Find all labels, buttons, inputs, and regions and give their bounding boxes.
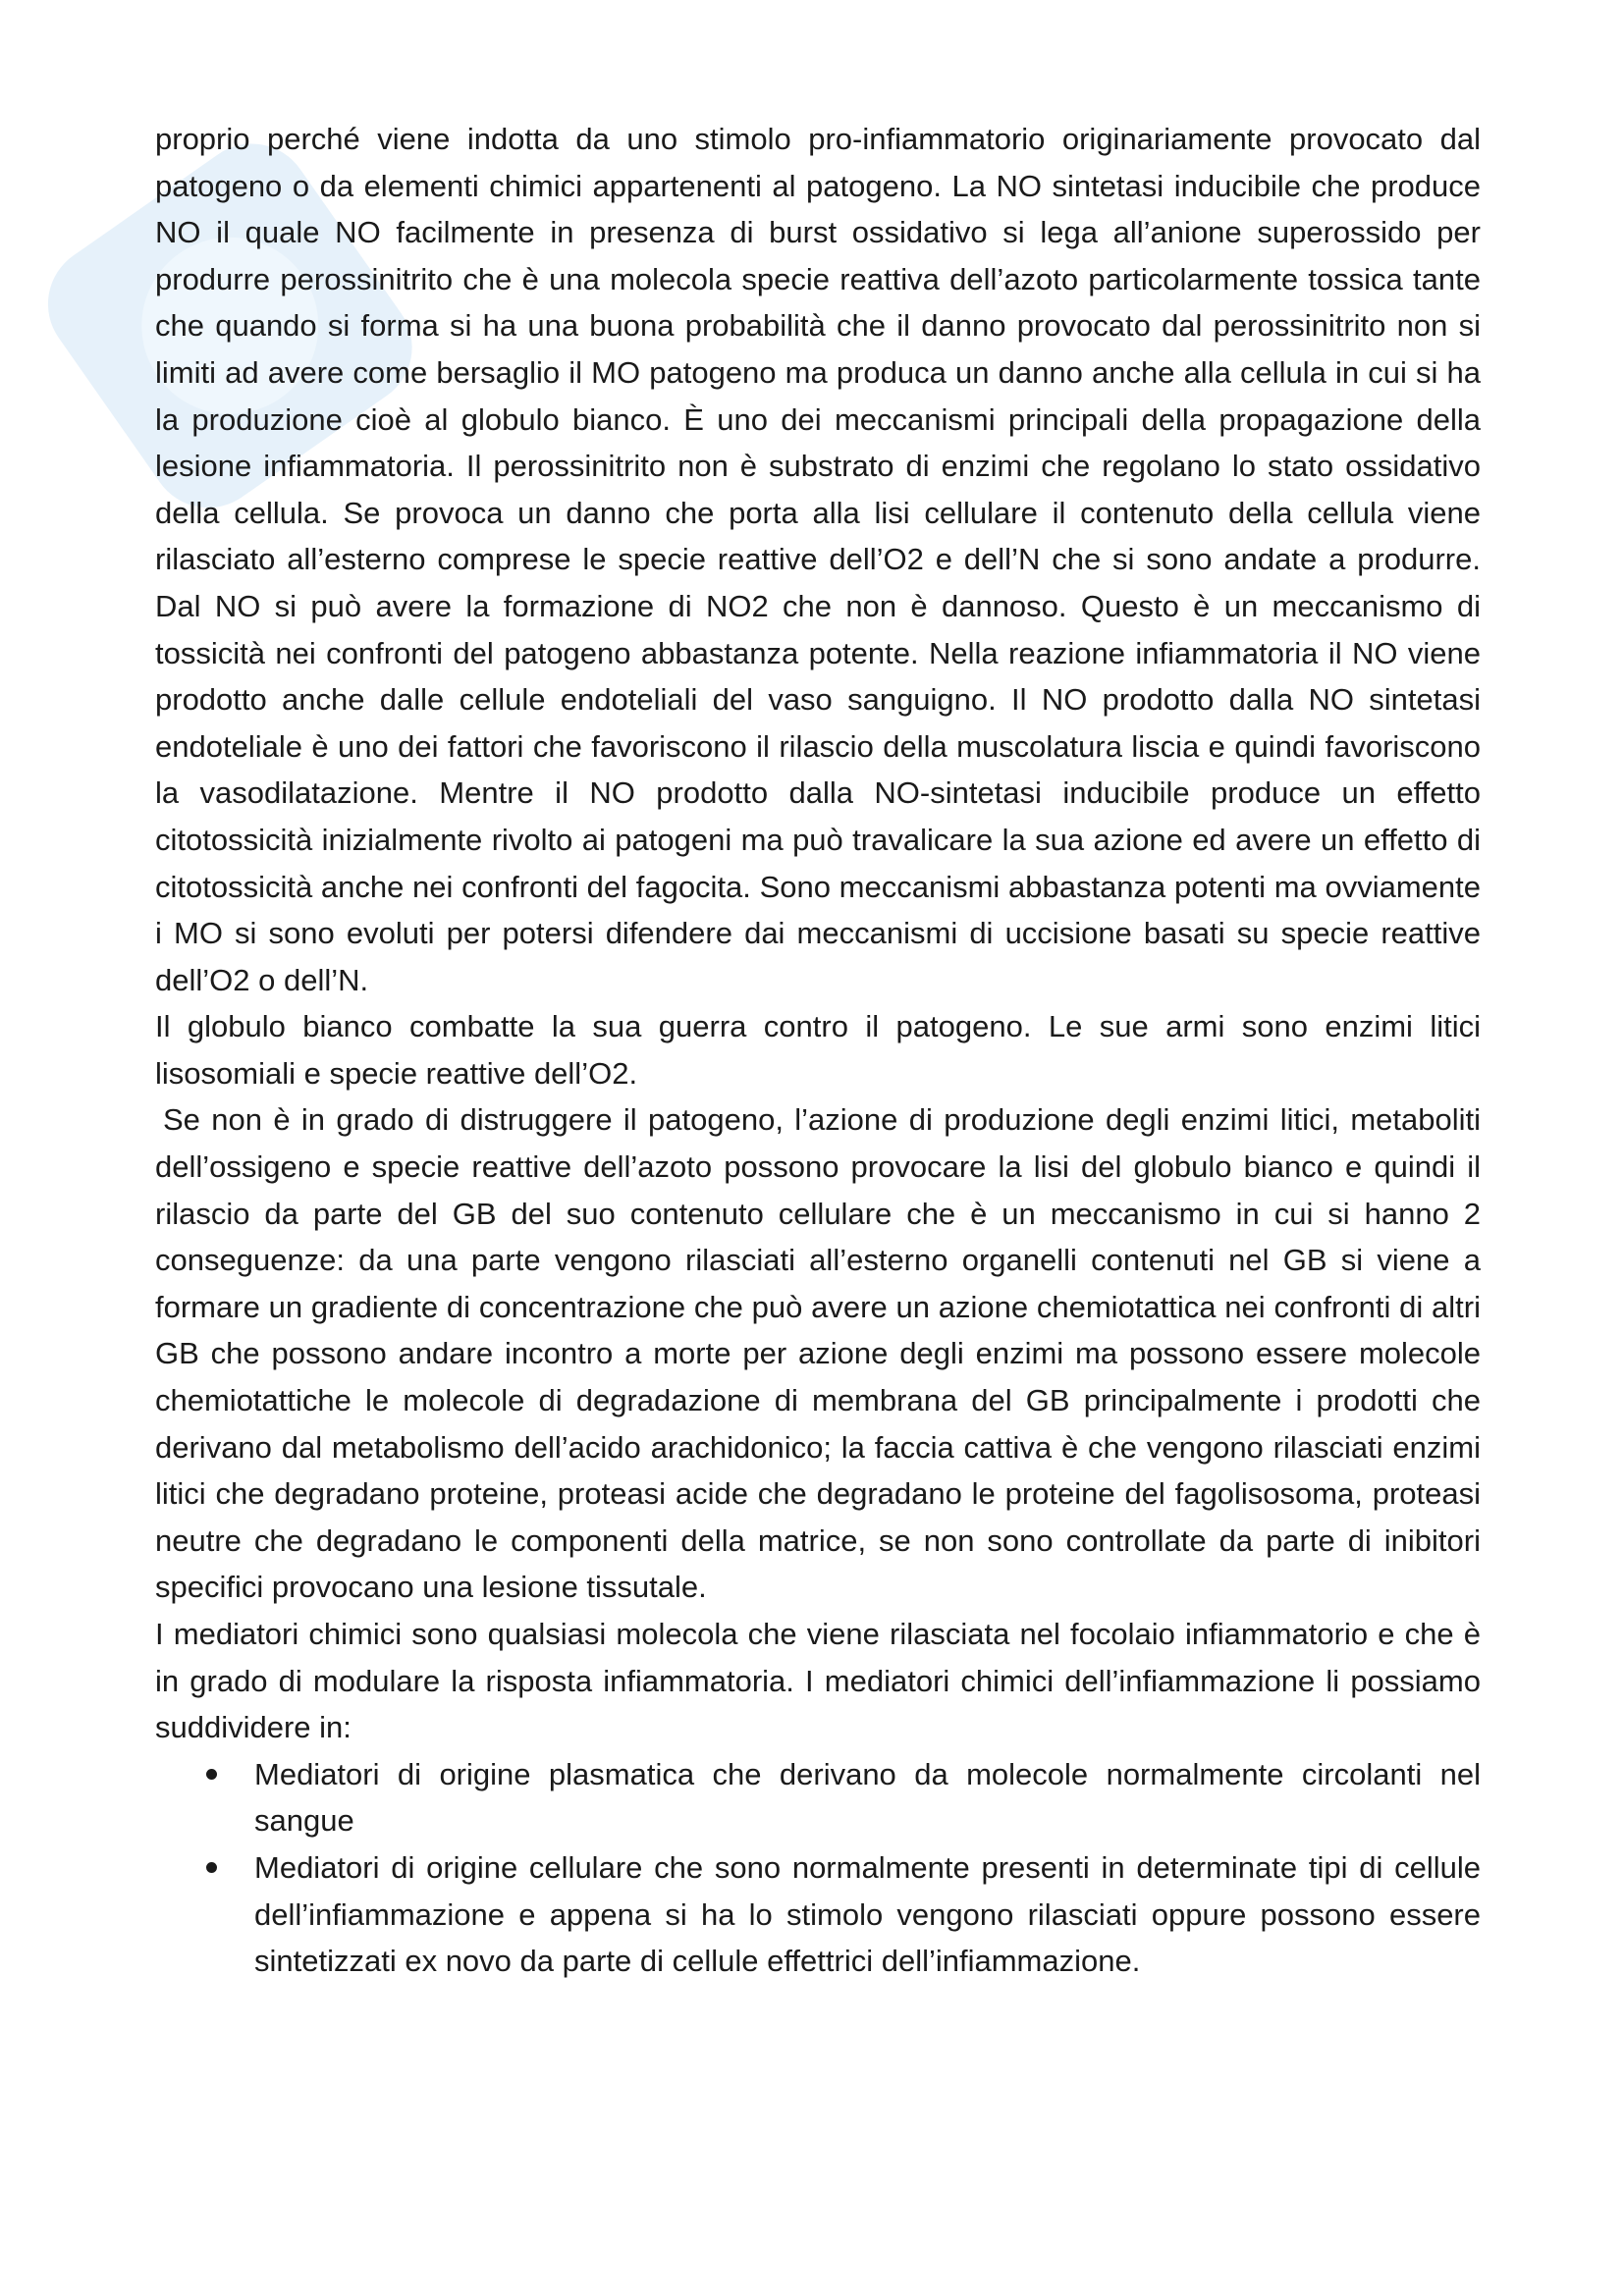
list-item <box>155 1844 1481 1985</box>
list-item-text: Mediatori di origine plasmatica che derivano da molecole normalmente circolanti nel sangue <box>254 1756 1481 1839</box>
paragraph-lysis-consequences: Se non è in grado di distruggere il patogeno, l’azione di produzione degli enzimi litici, metaboliti dell’ossigeno e specie reattive dell’azoto possono provocare la lisi del globulo bianco e quindi il rilascio da parte del GB del suo contenuto cellulare che è un meccanismo in cui si hanno 2 conseguenze: da una parte vengono rilasciati all’esterno organelli contenuti nel GB si viene a formare un gradiente di concentrazione che può avere un azione chemiotattica nei confronti di altri GB che possono andare incontro a morte per azione degli enzimi ma possono essere molecole chemiotattiche le molecole di degradazione di membrana del GB principalmente i prodotti che derivano dal metabolismo dell’acido arachidonico; la faccia cattiva è che vengono rilasciati enzimi litici che degradano proteine, proteasi acide che degradano le proteine del fagolisosoma, proteasi neutre che degradano le componenti della matrice, se non sono controllate da parte di inibitori specifici provocano una lesione tissutale. <box>155 1102 1481 1605</box>
bullet-icon <box>206 1862 217 1873</box>
list-item <box>155 1751 1481 1844</box>
list-item-text: Mediatori di origine cellulare che sono normalmente presenti in determinate tipi di cellule dell’infiammazione e appena si ha lo stimolo vengono rilasciati oppure possono essere sintetizzati ex novo da parte di cellule effettrici dell’infiammazione. <box>254 1849 1481 1979</box>
document-page <box>155 116 1481 1985</box>
bullet-icon <box>206 1769 217 1780</box>
paragraph-chemical-mediators: I mediatori chimici sono qualsiasi molecola che viene rilasciata nel focolaio infiammatorio e che è in grado di modulare la risposta infiammatoria. I mediatori chimici dell’infiammazione li possiamo suddividere in: <box>155 1617 1481 1745</box>
mediator-list <box>155 1751 1481 1985</box>
paragraph-no-synthase: proprio perché viene indotta da uno stimolo pro-infiammatorio originariamente provocato dal patogeno o da elementi chimici appartenenti al patogeno. La NO sintetasi inducibile che produce NO il quale NO facilmente in presenza di burst ossidativo si lega all’anione superossido per produrre perossinitrito che è una molecola specie reattiva dell’azoto particolarmente tossica tante che quando si forma si ha una buona probabilità che il danno provocato dal perossinitrito non si limiti ad avere come bersaglio il MO patogeno ma produca un danno anche alla cellula in cui si ha la produzione cioè al globulo bianco. È uno dei meccanismi principali della propagazione della lesione infiammatoria. Il perossinitrito non è substrato di enzimi che regolano lo stato ossidativo della cellula. Se provoca un danno che porta alla lisi cellulare il contenuto della cellula viene rilasciato all’esterno comprese le specie reattive dell’O2 e dell’N che si sono andate a produrre. Dal NO si può avere la formazione di NO2 che non è dannoso. Questo è un meccanismo di tossicità nei confronti del patogeno abbastanza potente. Nella reazione infiammatoria il NO viene prodotto anche dalle cellule endoteliali del vaso sanguigno. Il NO prodotto dalla NO sintetasi endoteliale è uno dei fattori che favoriscono il rilascio della muscolatura liscia e quindi favoriscono la vasodilatazione. Mentre il NO prodotto dalla NO-sintetasi inducibile produce un effetto citotossicità inizialmente rivolto ai patogeni ma può travalicare la sua azione ed avere un effetto di citotossicità anche nei confronti del fagocita. Sono meccanismi abbastanza potenti ma ovviamente i MO si sono evoluti per potersi difendere dai meccanismi di uccisione basati su specie reattive dell’O2 o dell’N. <box>155 122 1481 997</box>
paragraph-white-blood-cell-war: Il globulo bianco combatte la sua guerra contro il patogeno. Le sue armi sono enzimi litici lisosomiali e specie reattive dell’O2. <box>155 1009 1481 1091</box>
